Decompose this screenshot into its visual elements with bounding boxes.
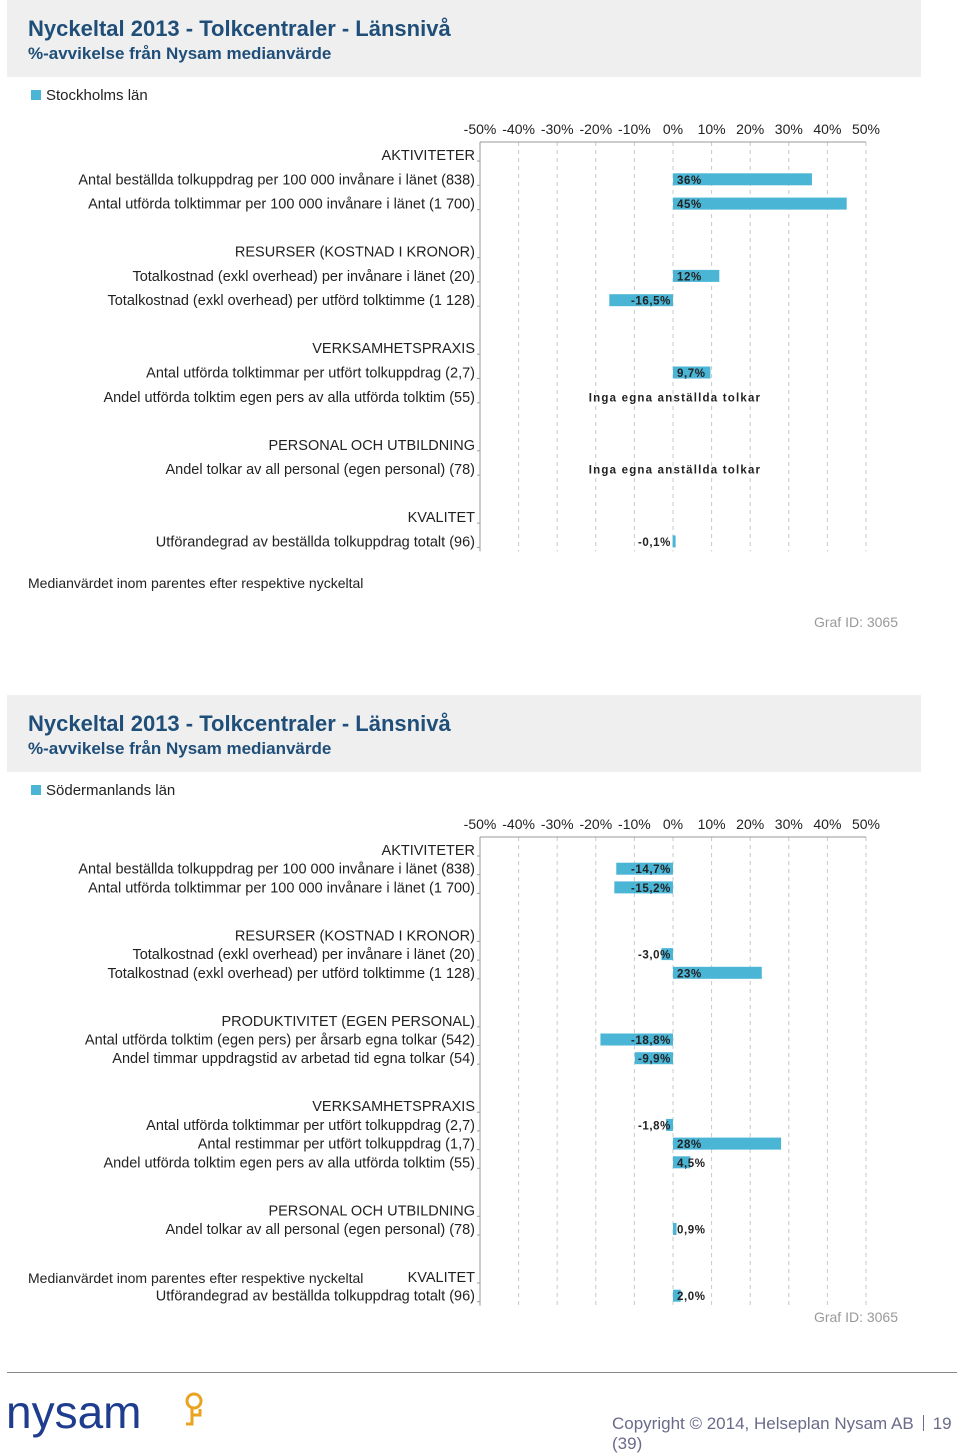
- x-tick-label: 0%: [662, 816, 684, 832]
- data-label: -15,2%: [630, 882, 671, 895]
- category-header: KVALITET: [407, 510, 475, 527]
- data-label: -14,7%: [630, 864, 671, 877]
- row-label: Utförandegrad av beställda tolkuppdrag totalt (96): [155, 534, 475, 551]
- x-tick-label: 40%: [813, 816, 842, 832]
- x-tick-label: -40%: [502, 121, 535, 137]
- footer-divider: [7, 1372, 957, 1373]
- category-header: AKTIVITETER: [381, 843, 475, 859]
- row-label: Utförandegrad av beställda tolkuppdrag totalt (96): [155, 1288, 475, 1305]
- bar-chart: [0, 0, 960, 600]
- x-tick-label: -10%: [618, 121, 651, 137]
- chart-subtitle: %-avvikelse från Nysam medianvärde: [28, 44, 332, 63]
- x-tick-label: -30%: [540, 816, 574, 832]
- x-tick-label: 20%: [736, 121, 765, 137]
- x-tick-label: 50%: [851, 816, 881, 832]
- footnote: Medianvärdet inom parentes efter respektive nyckeltal: [28, 575, 364, 591]
- row-label: Totalkostnad (exkl overhead) per invånare i länet (20): [132, 947, 475, 964]
- row-label: Antal utförda tolktimmar per 100 000 invånare i länet (1 700): [88, 196, 475, 213]
- chart-panel-sodermanland: [0, 695, 960, 1355]
- x-tick-label: 20%: [736, 816, 765, 832]
- bar: [673, 1223, 676, 1235]
- row-label: Antal beställda tolkuppdrag per 100 000 invånare i länet (838): [78, 861, 475, 878]
- category-header: PERSONAL OCH UTBILDNING: [268, 437, 475, 454]
- x-tick-label: 40%: [813, 121, 842, 137]
- x-tick-label: -50%: [463, 121, 497, 137]
- bar: [673, 535, 676, 547]
- x-tick-label: 10%: [697, 816, 726, 832]
- bar-chart: [0, 695, 960, 1305]
- x-tick-label: 0%: [662, 121, 684, 137]
- x-tick-label: -20%: [579, 816, 613, 832]
- logo-text: nysam: [6, 1386, 142, 1438]
- data-label: 23%: [677, 968, 702, 981]
- data-label: 0,9%: [677, 1224, 706, 1237]
- x-tick-label: -10%: [618, 816, 651, 832]
- category-header: RESURSER (KOSTNAD I KRONOR): [234, 928, 475, 945]
- row-label: Antal restimmar per utfört tolkuppdrag (1,7): [197, 1136, 475, 1153]
- row-label: Andel timmar uppdragstid av arbetad tid egna tolkar (54): [112, 1051, 475, 1068]
- row-label: Antal utförda tolktim (egen pers) per årsarb egna tolkar (542): [84, 1032, 475, 1049]
- data-label: 45%: [677, 199, 702, 212]
- separator: [923, 1415, 924, 1431]
- chart-title: Nyckeltal 2013 - Tolkcentraler - Länsnivå: [28, 711, 451, 736]
- row-label: Andel tolkar av all personal (egen personal) (78): [165, 1222, 475, 1238]
- note-label: Inga egna anställda tolkar: [588, 392, 762, 405]
- data-label: -1,8%: [637, 1120, 671, 1133]
- data-label: 4,5%: [677, 1157, 706, 1170]
- row-label: Andel utförda tolktim egen pers av alla utförda tolktim (55): [103, 1155, 475, 1172]
- data-label: 36%: [677, 174, 702, 187]
- x-tick-label: -50%: [463, 816, 497, 832]
- category-header: RESURSER (KOSTNAD I KRONOR): [234, 244, 475, 261]
- legend-label: Södermanlands län: [46, 782, 176, 799]
- category-header: VERKSAMHETSPRAXIS: [312, 341, 475, 358]
- x-tick-label: -30%: [540, 121, 574, 137]
- x-tick-label: 50%: [851, 121, 881, 137]
- data-label: -0,1%: [637, 536, 671, 549]
- chart-panel-stockholm: [0, 0, 960, 660]
- data-label: 9,7%: [677, 368, 706, 380]
- category-header: AKTIVITETER: [381, 148, 475, 164]
- row-label: Andel utförda tolktim egen pers av alla utförda tolktim (55): [103, 389, 475, 406]
- data-label: 12%: [677, 271, 702, 284]
- x-tick-label: -40%: [502, 816, 535, 832]
- row-label: Totalkostnad (exkl overhead) per utförd tolktimme (1 128): [107, 965, 475, 982]
- x-tick-label: 10%: [697, 121, 726, 137]
- page-number: 19 (39): [612, 1414, 952, 1453]
- logo-figure-icon: [186, 1394, 201, 1424]
- row-label: Totalkostnad (exkl overhead) per utförd tolktimme (1 128): [107, 293, 475, 310]
- row-label: Antal utförda tolktimmar per utfört tolkuppdrag (2,7): [146, 1117, 475, 1134]
- note-label: Inga egna anställda tolkar: [588, 464, 762, 477]
- category-header: PERSONAL OCH UTBILDNING: [268, 1203, 475, 1220]
- nysam-logo: [6, 1386, 216, 1443]
- data-label: -18,8%: [630, 1035, 671, 1047]
- chart-subtitle: %-avvikelse från Nysam medianvärde: [28, 739, 332, 758]
- chart-title: Nyckeltal 2013 - Tolkcentraler - Länsnivå: [28, 16, 451, 41]
- category-header: KVALITET: [407, 1270, 475, 1286]
- copyright: [612, 1414, 960, 1454]
- row-label: Antal utförda tolktimmar per utfört tolkuppdrag (2,7): [146, 365, 475, 382]
- x-tick-label: 30%: [774, 121, 803, 137]
- row-label: Andel tolkar av all personal (egen personal) (78): [165, 462, 475, 479]
- legend-label: Stockholms län: [46, 87, 148, 104]
- category-header: VERKSAMHETSPRAXIS: [312, 1099, 475, 1116]
- row-label: Antal beställda tolkuppdrag per 100 000 invånare i länet (838): [78, 172, 475, 189]
- data-label: 2,0%: [677, 1291, 706, 1304]
- data-label: -3,0%: [637, 949, 671, 962]
- x-tick-label: 30%: [774, 816, 803, 832]
- row-label: Antal utförda tolktimmar per 100 000 invånare i länet (1 700): [88, 880, 475, 897]
- copyright-text: Copyright © 2014, Helseplan Nysam AB: [612, 1414, 914, 1433]
- x-tick-label: -20%: [579, 121, 613, 137]
- row-label: Totalkostnad (exkl overhead) per invånare i länet (20): [132, 268, 475, 285]
- data-label: -16,5%: [630, 295, 671, 308]
- graf-id: Graf ID: 3065: [813, 1309, 898, 1325]
- graf-id: Graf ID: 3065: [813, 614, 898, 630]
- category-header: PRODUKTIVITET (EGEN PERSONAL): [221, 1013, 475, 1030]
- footnote: Medianvärdet inom parentes efter respektive nyckeltal: [28, 1270, 364, 1286]
- data-label: -9,9%: [637, 1053, 671, 1066]
- data-label: 28%: [677, 1139, 702, 1152]
